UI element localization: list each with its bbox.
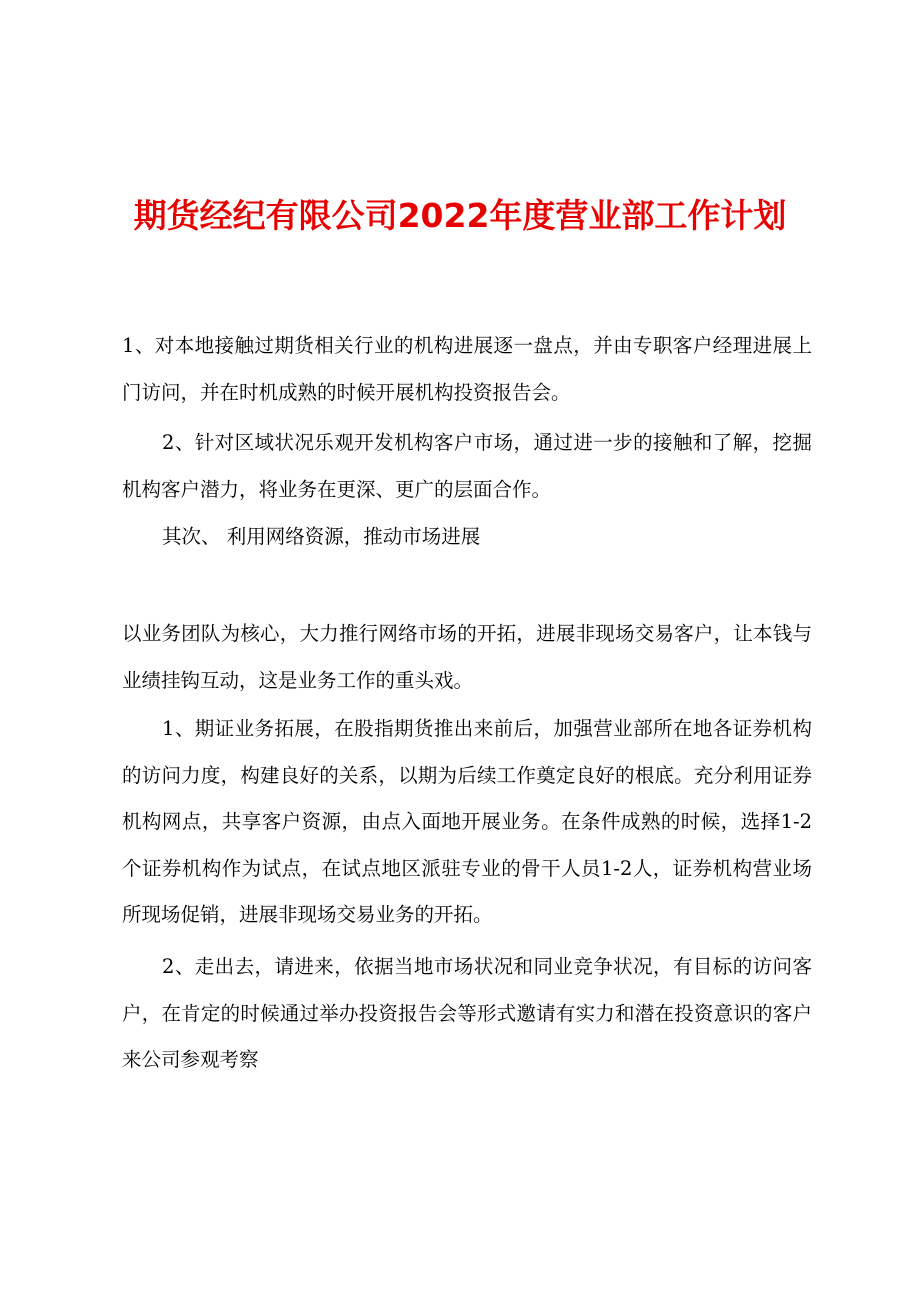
paragraph-1: 1、对本地接触过期货相关行业的机构进展逐一盘点，并由专职客户经理进展上门访问，并在时机成熟的时候开展机构投资报告会。 (122, 334, 812, 404)
paragraph-5: 2、走出去，请进来，依据当地市场状况和同业竞争状况，有目标的访问客户，在肯定的时候通过举办投资报告会等形式邀请有实力和潜在投资意识的客户来公司参观考察 (122, 955, 812, 1071)
section-heading-secondly: 其次、 利用网络资源，推动市场进展 (162, 525, 481, 548)
document-title: 期货经纪有限公司2022年度营业部工作计划 (133, 196, 787, 235)
paragraph-2: 2、针对区域状况乐观开发机构客户市场，通过进一步的接触和了解，挖掘机构客户潜力，将业务在更深、更广的层面合作。 (122, 431, 812, 501)
paragraph-3: 以业务团队为核心，大力推行网络市场的开拓，进展非现场交易客户，让本钱与业绩挂钩互动，这是业务工作的重头戏。 (122, 622, 812, 692)
paragraph-4: 1、期证业务拓展，在股指期货推出来前后，加强营业部所在地各证券机构的访问力度，构建良好的关系，以期为后续工作奠定良好的根底。充分利用证券机构网点，共享客户资源，由点入面地开展业务。在条件成熟的时候，选择1-2个证券机构作为试点，在试点地区派驻专业的骨干人员1-2人，证券机构营业场所现场促销，进展非现场交易业务的开拓。 (122, 717, 812, 926)
